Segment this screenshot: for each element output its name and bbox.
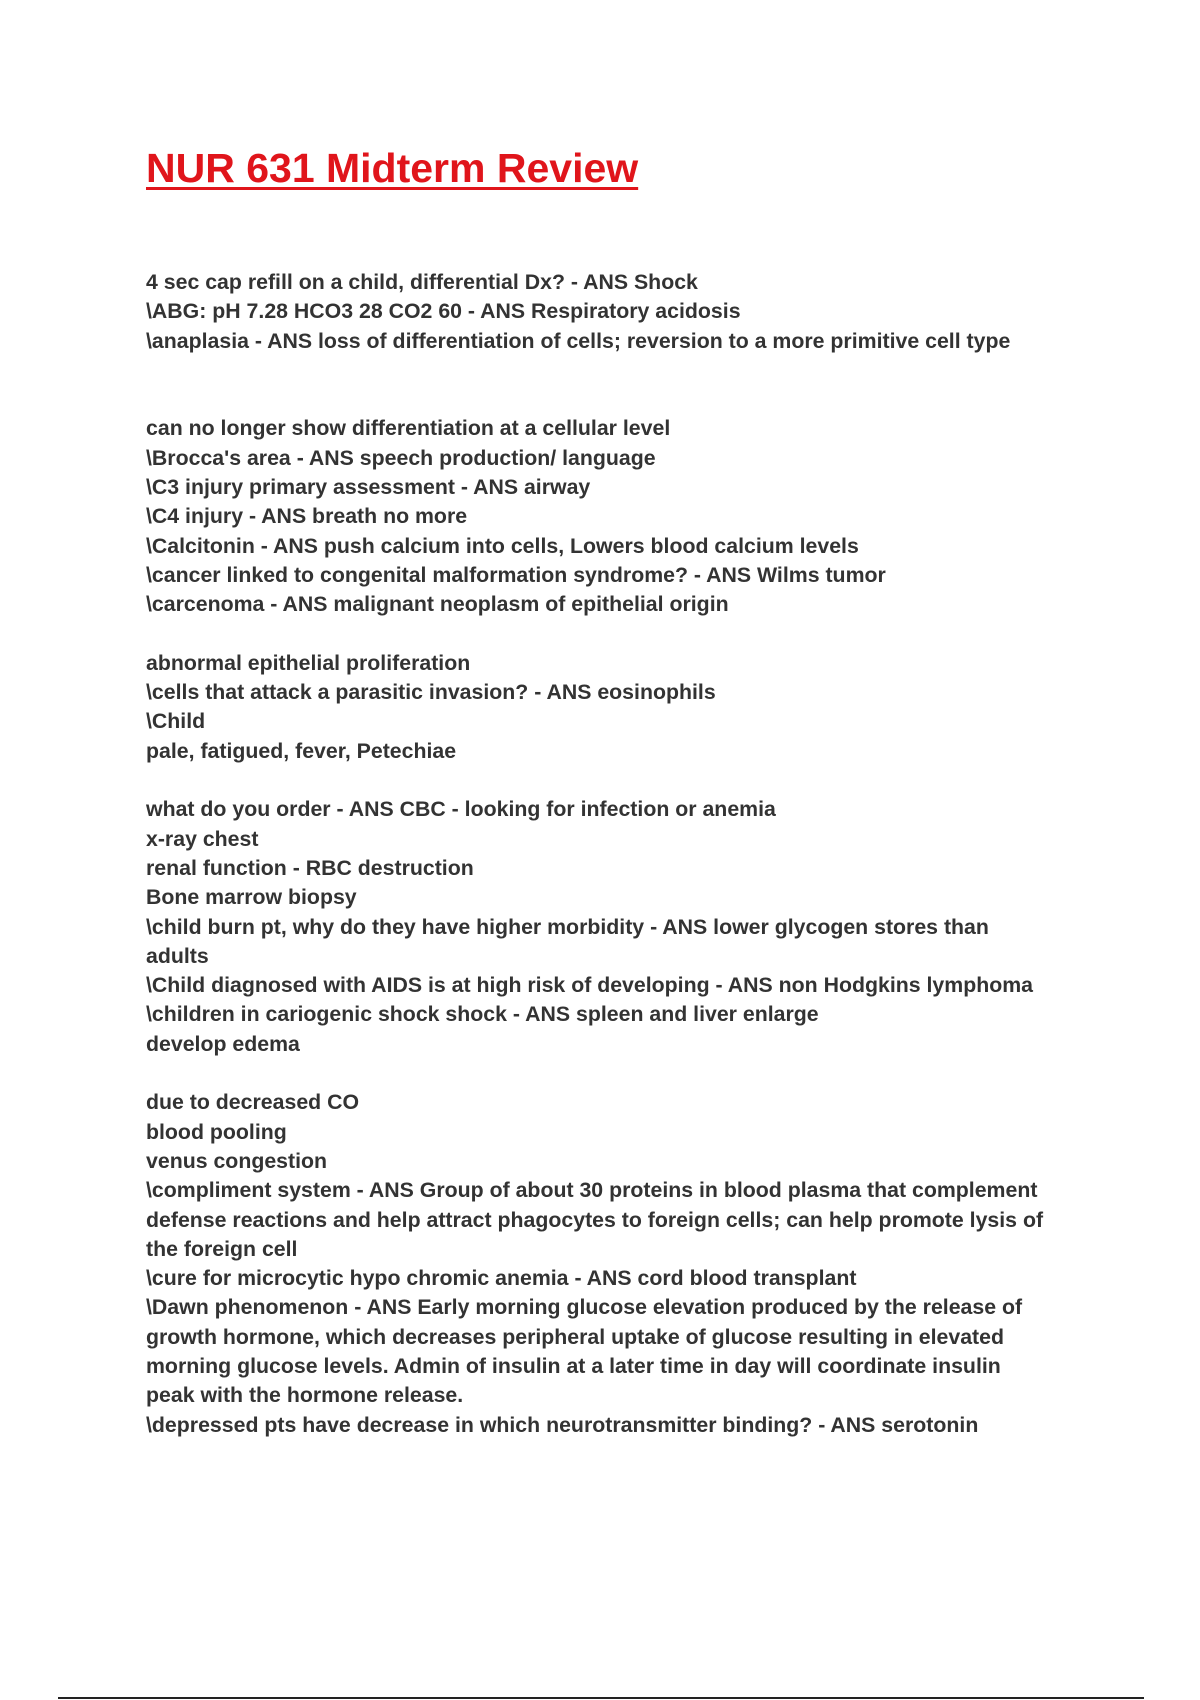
page-title: NUR 631 Midterm Review [146,145,639,191]
text-block [146,414,1086,619]
text-line: \anaplasia - ANS loss of differentiation of cells; reversion to a more primitive cell type [146,328,1011,353]
text-line: \Calcitonin - ANS push calcium into cells, Lowers blood calcium levels [146,533,859,558]
text-line: blood pooling [146,1119,287,1144]
text-line: \child burn pt, why do they have higher morbidity - ANS lower glycogen stores than [146,914,989,939]
text-line: \C4 injury - ANS breath no more [146,504,468,529]
text-line: Bone marrow biopsy [146,885,357,910]
text-line: \compliment system - ANS Group of about 30 proteins in blood plasma that complement [146,1178,1038,1203]
text-line: pale, fatigued, fever, Petechiae [146,738,457,763]
paragraph-gap [146,1059,1086,1088]
paragraph-gap [146,620,1086,649]
text-line: develop edema [146,1031,300,1056]
text-line: due to decreased CO [146,1090,360,1115]
text-line: x-ray chest [146,826,259,851]
text-line: venus congestion [146,1148,328,1173]
text-line: abnormal epithelial proliferation [146,650,471,675]
text-line: the foreign cell [146,1236,298,1261]
review-body [146,268,1086,1440]
text-block [146,795,1086,1059]
text-line: \depressed pts have decrease in which neurotransmitter binding? - ANS serotonin [146,1412,979,1437]
text-line: can no longer show differentiation at a cellular level [146,416,671,441]
text-block [146,1088,1086,1440]
text-line: \Child diagnosed with AIDS is at high risk of developing - ANS non Hodgkins lymphoma [146,973,1034,998]
text-line: adults [146,943,209,968]
text-line: growth hormone, which decreases peripheral uptake of glucose resulting in elevated [146,1324,1005,1349]
text-line: what do you order - ANS CBC - looking for infection or anemia [146,797,776,822]
text-line: \Brocca's area - ANS speech production/ language [146,445,656,470]
paragraph-gap [146,766,1086,795]
text-block [146,649,1086,766]
footer-divider [58,1697,1144,1699]
text-line: \cells that attack a parasitic invasion? - ANS eosinophils [146,680,716,705]
text-line: peak with the hormone release. [146,1383,464,1408]
text-line: \cancer linked to congenital malformation syndrome? - ANS Wilms tumor [146,562,886,587]
text-line: \Dawn phenomenon - ANS Early morning glucose elevation produced by the release of [146,1295,1023,1320]
text-line: 4 sec cap refill on a child, differential Dx? - ANS Shock [146,270,698,294]
text-line: defense reactions and help attract phagocytes to foreign cells; can help promote lysis of [146,1207,1044,1232]
text-line: \cure for microcytic hypo chromic anemia - ANS cord blood transplant [146,1266,857,1291]
text-line: morning glucose levels. Admin of insulin at a later time in day will coordinate insulin [146,1353,1001,1378]
text-line: \children in cariogenic shock shock - ANS spleen and liver enlarge [146,1002,819,1027]
text-line: \ABG: pH 7.28 HCO3 28 CO2 60 - ANS Respiratory acidosis [146,299,741,324]
text-block [146,268,1086,356]
text-line: \Child [146,709,206,734]
text-line: renal function - RBC destruction [146,855,474,880]
text-line: \carcenoma - ANS malignant neoplasm of epithelial origin [146,592,729,617]
text-line: \C3 injury primary assessment - ANS airway [146,475,591,500]
paragraph-gap [146,356,1086,415]
